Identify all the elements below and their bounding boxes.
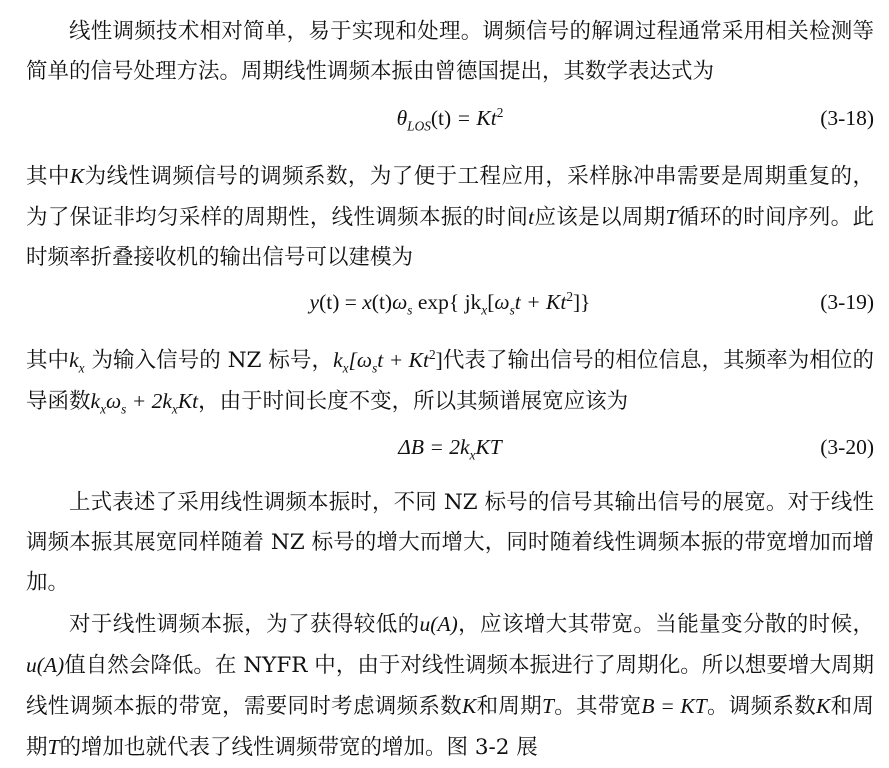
math-omega: ω <box>392 290 408 314</box>
math-subscript: s <box>407 302 413 318</box>
text-run: 值自然会降低。在 NYFR 中，由于对线性调频本振进行了周期化。所以想要增大周期线性调频本振的带宽，需要同时考虑调频系数 <box>26 653 874 719</box>
math-exponent: 2 <box>428 346 436 362</box>
math-term: ΔB = 2k <box>398 435 470 459</box>
text-run: 应该是以周期 <box>534 205 666 230</box>
equation-3-18-body <box>26 98 874 138</box>
math-T: T <box>665 205 678 229</box>
math-K: K <box>816 694 831 718</box>
math-op: ] <box>435 348 443 372</box>
text-run: 其中 <box>26 164 70 189</box>
equation-number: (3-18) <box>820 106 874 130</box>
math-subscript: x <box>78 360 85 376</box>
text-run: 的增加也就代表了线性调频带宽的增加。图 3-2 展 <box>59 735 538 760</box>
text-run: ，应该增大其带宽。当能量变分散的时候， <box>457 612 874 637</box>
equation-3-18 <box>26 98 874 138</box>
text-run: 代表了输出信号的相位信息，其频率为相位的导函数 <box>26 348 874 414</box>
equation-3-20-body <box>26 427 874 467</box>
math-subscript: s <box>121 401 127 417</box>
math-subscript: s <box>372 360 378 376</box>
math-op: (t) <box>371 290 393 314</box>
text-run: 为输入信号的 NZ 标号， <box>84 348 334 373</box>
math-subscript: s <box>509 302 515 318</box>
math-op: [ <box>487 290 495 314</box>
text-run: 对于线性调频本振，为了获得较低的 <box>69 612 420 637</box>
math-term: t + Kt <box>514 290 567 314</box>
text-run: 循环的时间序列。此时频率折叠接收机的输出信号可以建模为 <box>26 205 874 270</box>
math-subscript: x <box>481 302 488 318</box>
math-T: T <box>47 735 60 759</box>
paragraph-chirp-bandwidth <box>26 604 874 768</box>
math-term: Kt <box>177 389 199 413</box>
math-k: k <box>333 348 343 372</box>
math-subscript: x <box>342 360 349 376</box>
math-omega: ω <box>494 290 510 314</box>
math-term: t + Kt <box>377 348 429 372</box>
paragraph-intro <box>26 12 874 92</box>
equation-3-20 <box>26 427 874 467</box>
equation-number: (3-20) <box>820 435 874 459</box>
paragraph-chirp-coefficient <box>26 156 874 278</box>
paragraph-bandwidth-growth <box>26 483 874 603</box>
math-k: k <box>90 389 101 413</box>
paragraph-bandwidth-text: 上式表述了采用线性调频本振时，不同 NZ 标号的信号其输出信号的展宽。对于线性调频本振其展宽同样随着 NZ 标号的增大而增大，同时随着线性调频本振的带宽增加而增加。 <box>26 490 874 595</box>
math-term: [ω <box>348 348 373 372</box>
text-run: 和周期 <box>26 694 874 760</box>
math-y: y <box>309 290 320 314</box>
math-subscript: x <box>100 401 106 417</box>
text-run: 和周期 <box>476 694 542 719</box>
eq-rhs: = Kt <box>451 106 497 130</box>
math-term: KT <box>475 435 502 459</box>
eq-theta: θ <box>396 106 408 130</box>
text-run: ，由于时间长度不变，所以其频谱展宽应该为 <box>198 389 629 414</box>
paragraph-nz-index <box>26 340 874 422</box>
math-op: ]} <box>572 290 591 314</box>
equation-number: (3-19) <box>820 290 874 314</box>
math-k: k <box>69 348 79 372</box>
math-exponent: 2 <box>566 288 573 304</box>
text-run: 。调频系数 <box>706 694 816 719</box>
paragraph-intro-text: 线性调频技术相对简单，易于实现和处理。调频信号的解调过程通常采用相关检测等简单的信号处理方法。周期线性调频本振由曾德国提出，其数学表达式为 <box>26 19 874 84</box>
math-uA: u(A) <box>26 653 65 677</box>
math-op: exp{ jk <box>412 290 482 314</box>
eq-theta-arg: (t) <box>430 106 452 130</box>
math-term: + 2k <box>126 389 172 413</box>
math-T: T <box>541 694 554 718</box>
math-omega: ω <box>105 389 122 413</box>
eq-rhs-exponent: 2 <box>496 104 504 120</box>
math-subscript: x <box>171 401 178 417</box>
equation-3-19 <box>26 282 874 322</box>
math-subscript: x <box>469 447 476 463</box>
math-K: K <box>69 164 85 188</box>
equation-3-19-body <box>26 282 874 322</box>
math-op: (t) = <box>319 290 363 314</box>
math-B-equals-KT: B = KT <box>641 694 707 718</box>
eq-theta-subscript: LOS <box>407 118 431 134</box>
text-run: 其中 <box>26 348 70 373</box>
text-run: 为线性调频信号的调频系数，为了便于工程应用，采样脉冲串需要是周期重复的，为了保证非均匀采样的周期性，线性调频本振的时间 <box>26 164 874 230</box>
math-uA: u(A) <box>419 612 458 636</box>
math-K: K <box>461 694 477 718</box>
math-t: t <box>528 205 535 229</box>
text-run: 。其带宽 <box>553 694 642 719</box>
math-x: x <box>362 290 372 314</box>
